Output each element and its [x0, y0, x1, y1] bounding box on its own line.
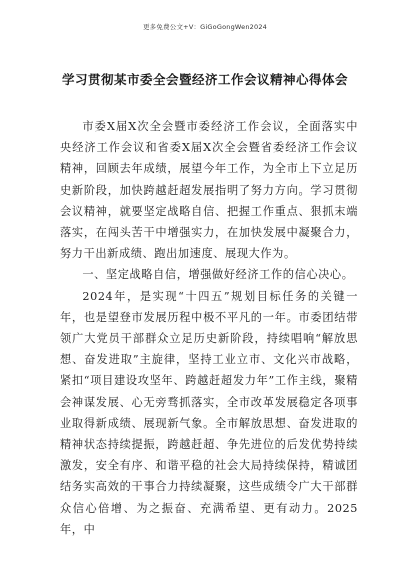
- header-watermark: 更多免费公文+V：GiGoGongWen2024: [142, 23, 267, 31]
- document-body: [60, 116, 358, 540]
- document-title: 学习贯彻某市委全会暨经济工作会议精神心得体会: [61, 72, 348, 87]
- paragraph-2024-review: 2024年，是实现“十四五”规划目标任务的关键一年，也是望登市发展历程中极不平凡的一年。市委团结带领广大党员干部群众立足历史新阶段，持续唱响“解放思想、奋发进取”主旋律，坚持工业立市、文化兴市战略，紧扣“项目建设攻坚年、跨越赶超发力年”工作主线，聚精会神谋发展、心无旁骛抓落实，全市改革发展稳定各项事业取得新成绩、展现新气象。全市解放思想、奋发进取的精神状态持续提振，跨越赶超、争先进位的后发优势持续激发，安全有序、和谐平稳的社会大局持续保持，精诚团结务实高效的干事合力持续凝聚，这些成绩令广大干部群众信心倍增、为之振奋、充满希望、更有动力。2025年，中: [60, 289, 358, 536]
- paragraph-intro: 市委X届X次全会暨市委经济工作会议，全面落实中央经济工作会议和省委X届X次全会暨省委经济工作会议精神，回顾去年成绩，展望今年工作，为全市上下立足历史新阶段，加快跨越赶超发展指明了努力方向。学习贯彻会议精神，就要坚定战略自信、把握工作重点、狠抓末端落实，在闯头苦干中增强实力，在加快发展中凝聚合力，努力干出新成绩、跑出加速度、展现大作为。: [60, 120, 358, 261]
- section-heading-1: 一、坚定战略自信，增强做好经济工作的信心决心。: [82, 268, 354, 282]
